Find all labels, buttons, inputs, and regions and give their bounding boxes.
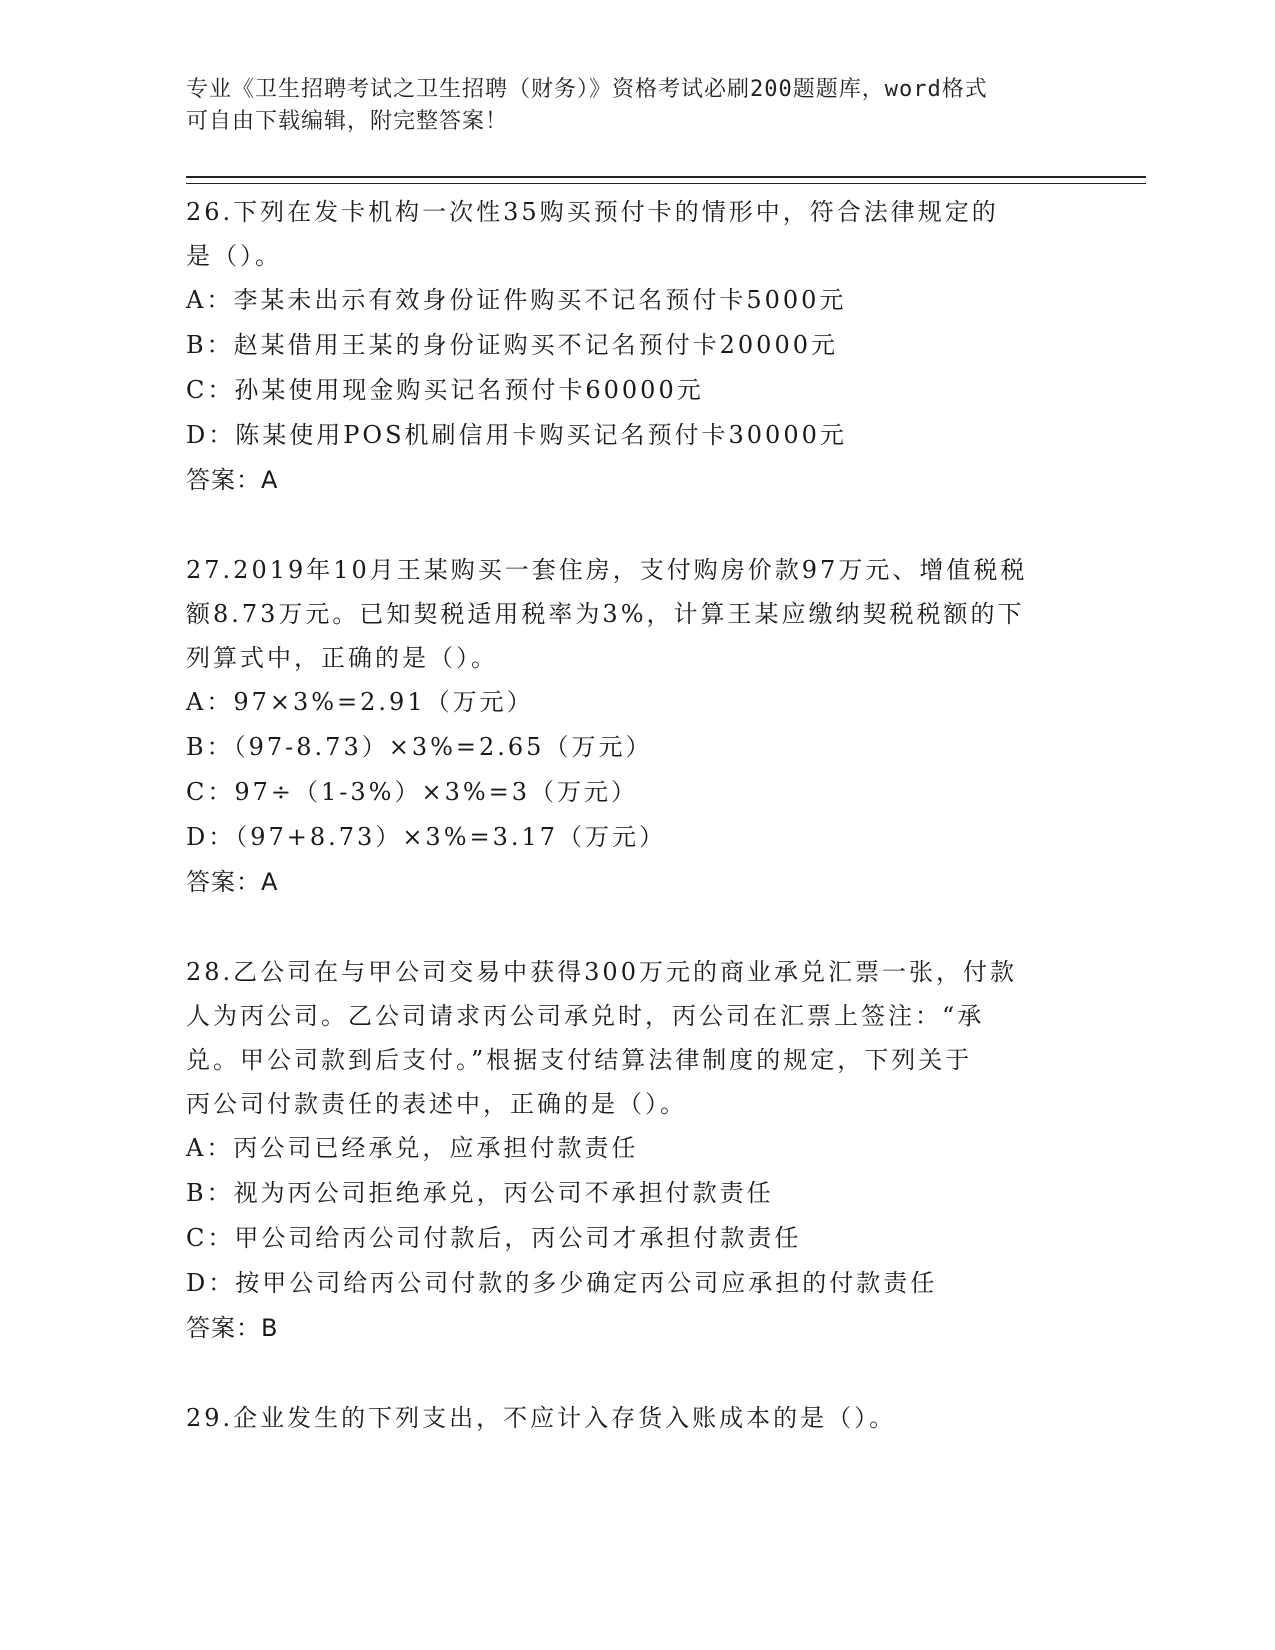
header-divider bbox=[186, 176, 1146, 184]
header-line-2: 可自由下载编辑，附完整答案！ bbox=[186, 109, 509, 134]
question-text: 人为丙公司。乙公司请求丙公司承兑时，丙公司在汇票上签注：“承 bbox=[186, 1002, 985, 1030]
answer: 答案：B bbox=[186, 1314, 279, 1342]
spacer bbox=[186, 503, 1086, 548]
option-d: D：按甲公司给丙公司付款的多少确定丙公司应承担的付款责任 bbox=[186, 1269, 938, 1297]
question-29 bbox=[186, 1396, 1086, 1440]
question-28 bbox=[186, 950, 1086, 1351]
answer: 答案：A bbox=[186, 868, 279, 896]
spacer bbox=[186, 1351, 1086, 1396]
question-text: 26.下列在发卡机构一次性35购买预付卡的情形中，符合法律规定的 bbox=[186, 198, 999, 226]
option-c: C：孙某使用现金购买记名预付卡60000元 bbox=[186, 376, 704, 404]
question-list bbox=[186, 190, 1086, 1440]
option-d: D：（97+8.73）×3%=3.17（万元） bbox=[186, 823, 667, 851]
question-text: 是（）。 bbox=[186, 242, 282, 270]
question-text: 28.乙公司在与甲公司交易中获得300万元的商业承兑汇票一张，付款 bbox=[186, 958, 1017, 986]
option-c: C：甲公司给丙公司付款后，丙公司才承担付款责任 bbox=[186, 1224, 802, 1252]
answer: 答案：A bbox=[186, 466, 279, 494]
question-text: 丙公司付款责任的表述中，正确的是（）。 bbox=[186, 1090, 687, 1118]
question-text: 列算式中，正确的是（）。 bbox=[186, 644, 498, 672]
option-d: D：陈某使用POS机刷信用卡购买记名预付卡30000元 bbox=[186, 421, 847, 449]
page-header bbox=[186, 74, 1086, 138]
header-line-1: 专业《卫生招聘考试之卫生招聘（财务）》资格考试必刷200题题库，word格式 bbox=[186, 77, 988, 102]
question-text: 29.企业发生的下列支出，不应计入存货入账成本的是（）。 bbox=[186, 1404, 897, 1432]
option-b: B：赵某借用王某的身份证购买不记名预付卡20000元 bbox=[186, 331, 838, 359]
option-b: B：（97-8.73）×3%=2.65（万元） bbox=[186, 733, 653, 761]
spacer bbox=[186, 905, 1086, 950]
option-b: B：视为丙公司拒绝承兑，丙公司不承担付款责任 bbox=[186, 1179, 774, 1207]
option-a: A：97×3%=2.91（万元） bbox=[186, 688, 534, 716]
question-text: 额8.73万元。已知契税适用税率为3%，计算王某应缴纳契税税额的下 bbox=[186, 600, 1025, 628]
question-27 bbox=[186, 548, 1086, 905]
question-text: 27.2019年10月王某购买一套住房，支付购房价款97万元、增值税税 bbox=[186, 556, 1028, 584]
question-text: 兑。甲公司款到后支付。”根据支付结算法律制度的规定，下列关于 bbox=[186, 1046, 973, 1074]
question-26 bbox=[186, 190, 1086, 503]
option-c: C：97÷（1-3%）×3%=3（万元） bbox=[186, 778, 639, 806]
option-a: A：李某未出示有效身份证件购买不记名预付卡5000元 bbox=[186, 286, 847, 314]
option-a: A：丙公司已经承兑，应承担付款责任 bbox=[186, 1134, 639, 1162]
